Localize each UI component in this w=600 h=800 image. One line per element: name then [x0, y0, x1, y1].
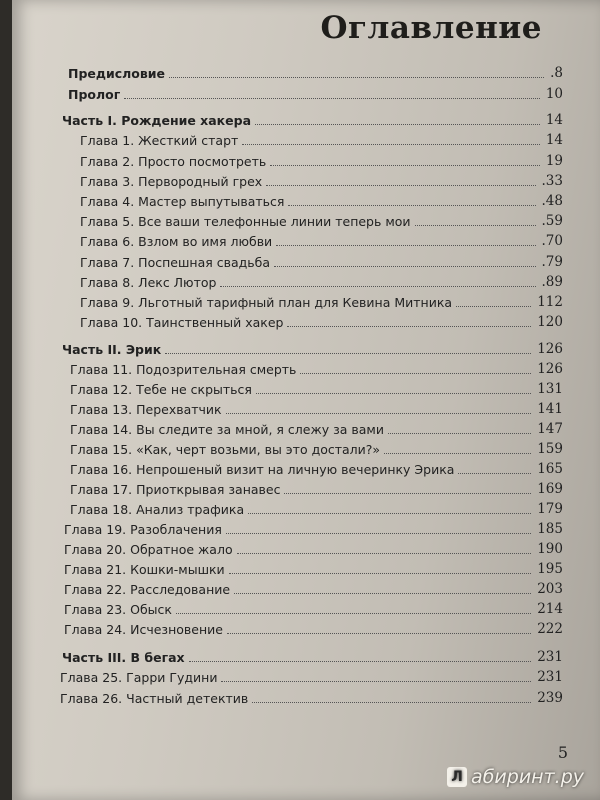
dot-leader [300, 373, 531, 374]
dot-leader [384, 453, 531, 454]
toc-entry-page: .59 [541, 213, 563, 229]
toc-chapter-entry [12, 479, 600, 499]
dot-leader [226, 533, 531, 534]
toc-entry-title: Глава 21. Кошки-мышки [64, 562, 225, 577]
toc-chapter-entry [12, 379, 600, 399]
toc-entry-page: .8 [550, 65, 563, 81]
dot-leader [248, 513, 531, 514]
book-page [12, 0, 600, 800]
dot-leader [189, 661, 531, 662]
toc-chapter-entry [12, 539, 600, 559]
dot-leader [270, 165, 540, 166]
dot-leader [226, 413, 531, 414]
toc-entry-page: .79 [541, 254, 563, 270]
toc-entry-title: Глава 1. Жесткий старт [80, 133, 239, 148]
toc-entry-page: 147 [537, 421, 563, 437]
toc-entry-page: 203 [537, 581, 563, 597]
toc-entry-title: Глава 15. «Как, черт возьми, вы это достали?» [70, 442, 381, 457]
toc-chapter-entry [12, 688, 600, 708]
toc-entry-title: Глава 3. Первородный грех [80, 174, 263, 189]
toc-entry-page: 131 [537, 381, 563, 397]
toc-entry-page: 231 [537, 649, 563, 665]
toc-entry-title: Предисловие [68, 66, 166, 81]
toc-entry-title: Часть I. Рождение хакера [62, 113, 252, 128]
dot-leader [456, 306, 531, 307]
toc-chapter-entry [12, 151, 600, 171]
dot-leader [256, 393, 531, 394]
dot-leader [165, 353, 531, 354]
toc-entry-page: .48 [541, 193, 563, 209]
toc-part-entry [12, 647, 600, 667]
toc-entry-page: 141 [537, 401, 563, 417]
watermark-logo [447, 766, 584, 788]
toc-entry-page: 126 [537, 341, 563, 357]
toc-part-entry [12, 110, 600, 130]
dot-leader [458, 473, 531, 474]
toc-entry-title: Глава 24. Исчезновение [64, 622, 223, 637]
toc-chapter-entry [12, 419, 600, 439]
toc-entry-page: .70 [541, 233, 563, 249]
toc-chapter-entry [12, 211, 600, 231]
toc-chapter-entry [12, 359, 600, 379]
toc-entry-page: 179 [537, 501, 563, 517]
dot-leader [388, 433, 531, 434]
toc-entry-page: 231 [537, 669, 563, 685]
toc-entry-title: Глава 2. Просто посмотреть [80, 154, 267, 169]
toc-entry-title: Глава 19. Разоблачения [64, 522, 222, 537]
dot-leader [266, 185, 536, 186]
toc-chapter-entry [12, 399, 600, 419]
toc-entry-page: 159 [537, 441, 563, 457]
toc-entry-title: Глава 18. Анализ трафика [70, 502, 245, 517]
toc-entry-title: Глава 20. Обратное жало [64, 542, 233, 557]
toc-entry-title: Глава 16. Непрошеный визит на личную вечеринку Эрика [70, 462, 455, 477]
toc-entry-title: Глава 9. Льготный тарифный план для Кевина Митника [80, 295, 453, 310]
toc-entry-title: Глава 25. Гарри Гудини [60, 670, 218, 685]
dot-leader [234, 593, 531, 594]
toc-entry-title: Глава 22. Расследование [64, 582, 231, 597]
toc-entry-page: 169 [537, 481, 563, 497]
toc-entry-title: Глава 6. Взлом во имя любви [80, 234, 273, 249]
toc-chapter-entry [12, 519, 600, 539]
dot-leader [237, 553, 531, 554]
dot-leader [176, 613, 531, 614]
toc-entry-page: 120 [537, 314, 563, 330]
toc-chapter-entry [12, 439, 600, 459]
toc-entry-page: 239 [537, 690, 563, 706]
toc-entry-page: 112 [537, 294, 563, 310]
toc-chapter-entry [12, 559, 600, 579]
toc-chapter-entry [12, 272, 600, 292]
toc-entry-page: 14 [545, 132, 563, 148]
toc-entry-title: Глава 13. Перехватчик [70, 402, 222, 417]
toc-chapter-entry [12, 312, 600, 332]
dot-leader [252, 702, 531, 703]
toc-chapter-entry [12, 499, 600, 519]
toc-entry-page: 185 [537, 521, 563, 537]
toc-chapter-entry [12, 191, 600, 211]
toc-chapter-entry [12, 171, 600, 191]
dot-leader [276, 245, 536, 246]
dot-leader [284, 493, 531, 494]
toc-entry-title: Глава 12. Тебе не скрыться [70, 382, 252, 397]
dot-leader [255, 124, 540, 125]
toc-chapter-entry [12, 459, 600, 479]
dot-leader [169, 77, 544, 78]
page-number: 5 [557, 743, 568, 762]
toc-entry-page: 126 [537, 361, 563, 377]
dot-leader [274, 266, 536, 267]
toc-entry-title: Глава 5. Все ваши телефонные линии теперь мои [80, 214, 411, 229]
toc-entry-page: 165 [537, 461, 563, 477]
dot-leader [415, 225, 536, 226]
toc-part-entry [12, 84, 600, 104]
toc-chapter-entry [12, 579, 600, 599]
toc-chapter-entry [12, 292, 600, 312]
toc-entry-title: Глава 17. Приоткрывая занавес [70, 482, 281, 497]
page-title: Оглавление [320, 10, 542, 46]
toc-entry-page: 190 [537, 541, 563, 557]
toc-entry-title: Часть II. Эрик [62, 342, 162, 357]
toc-part-entry [12, 339, 600, 359]
toc-chapter-entry [12, 231, 600, 251]
dot-leader [242, 144, 540, 145]
toc-entry-title: Глава 23. Обыск [64, 602, 172, 617]
toc-entry-title: Глава 26. Частный детектив [60, 691, 249, 706]
dot-leader [288, 205, 536, 206]
toc-chapter-entry [12, 130, 600, 150]
dot-leader [221, 681, 531, 682]
toc-chapter-entry [12, 252, 600, 272]
dot-leader [287, 326, 531, 327]
toc-entry-page: 195 [537, 561, 563, 577]
toc-chapter-entry [12, 599, 600, 619]
toc-entry-page: 222 [537, 621, 563, 637]
dot-leader [229, 573, 531, 574]
toc-entry-page: 14 [545, 112, 563, 128]
toc-entry-page: 19 [545, 153, 563, 169]
toc-entry-page: 214 [537, 601, 563, 617]
toc-entry-title: Глава 4. Мастер выпутываться [80, 194, 285, 209]
toc-entry-title: Глава 11. Подозрительная смерть [70, 362, 297, 377]
toc-chapter-entry [12, 667, 600, 687]
toc-entry-title: Часть III. В бегах [62, 650, 185, 665]
toc-entry-title: Пролог [68, 87, 121, 102]
toc-entry-title: Глава 10. Таинственный хакер [80, 315, 284, 330]
dot-leader [220, 286, 536, 287]
dot-leader [124, 98, 540, 99]
toc-entry-title: Глава 7. Поспешная свадьба [80, 255, 270, 270]
toc-entry-title: Глава 14. Вы следите за мной, я слежу за вами [70, 422, 384, 437]
toc-chapter-entry [12, 619, 600, 639]
watermark-text: абиринт.ру [471, 766, 584, 788]
toc-part-entry [12, 63, 600, 83]
toc-entry-page: .33 [541, 173, 563, 189]
labirint-logo-icon: Л [447, 767, 467, 787]
toc-entry-page: 10 [545, 86, 563, 102]
dot-leader [227, 633, 531, 634]
toc-entry-title: Глава 8. Лекс Лютор [80, 275, 217, 290]
toc-entry-page: .89 [541, 274, 563, 290]
